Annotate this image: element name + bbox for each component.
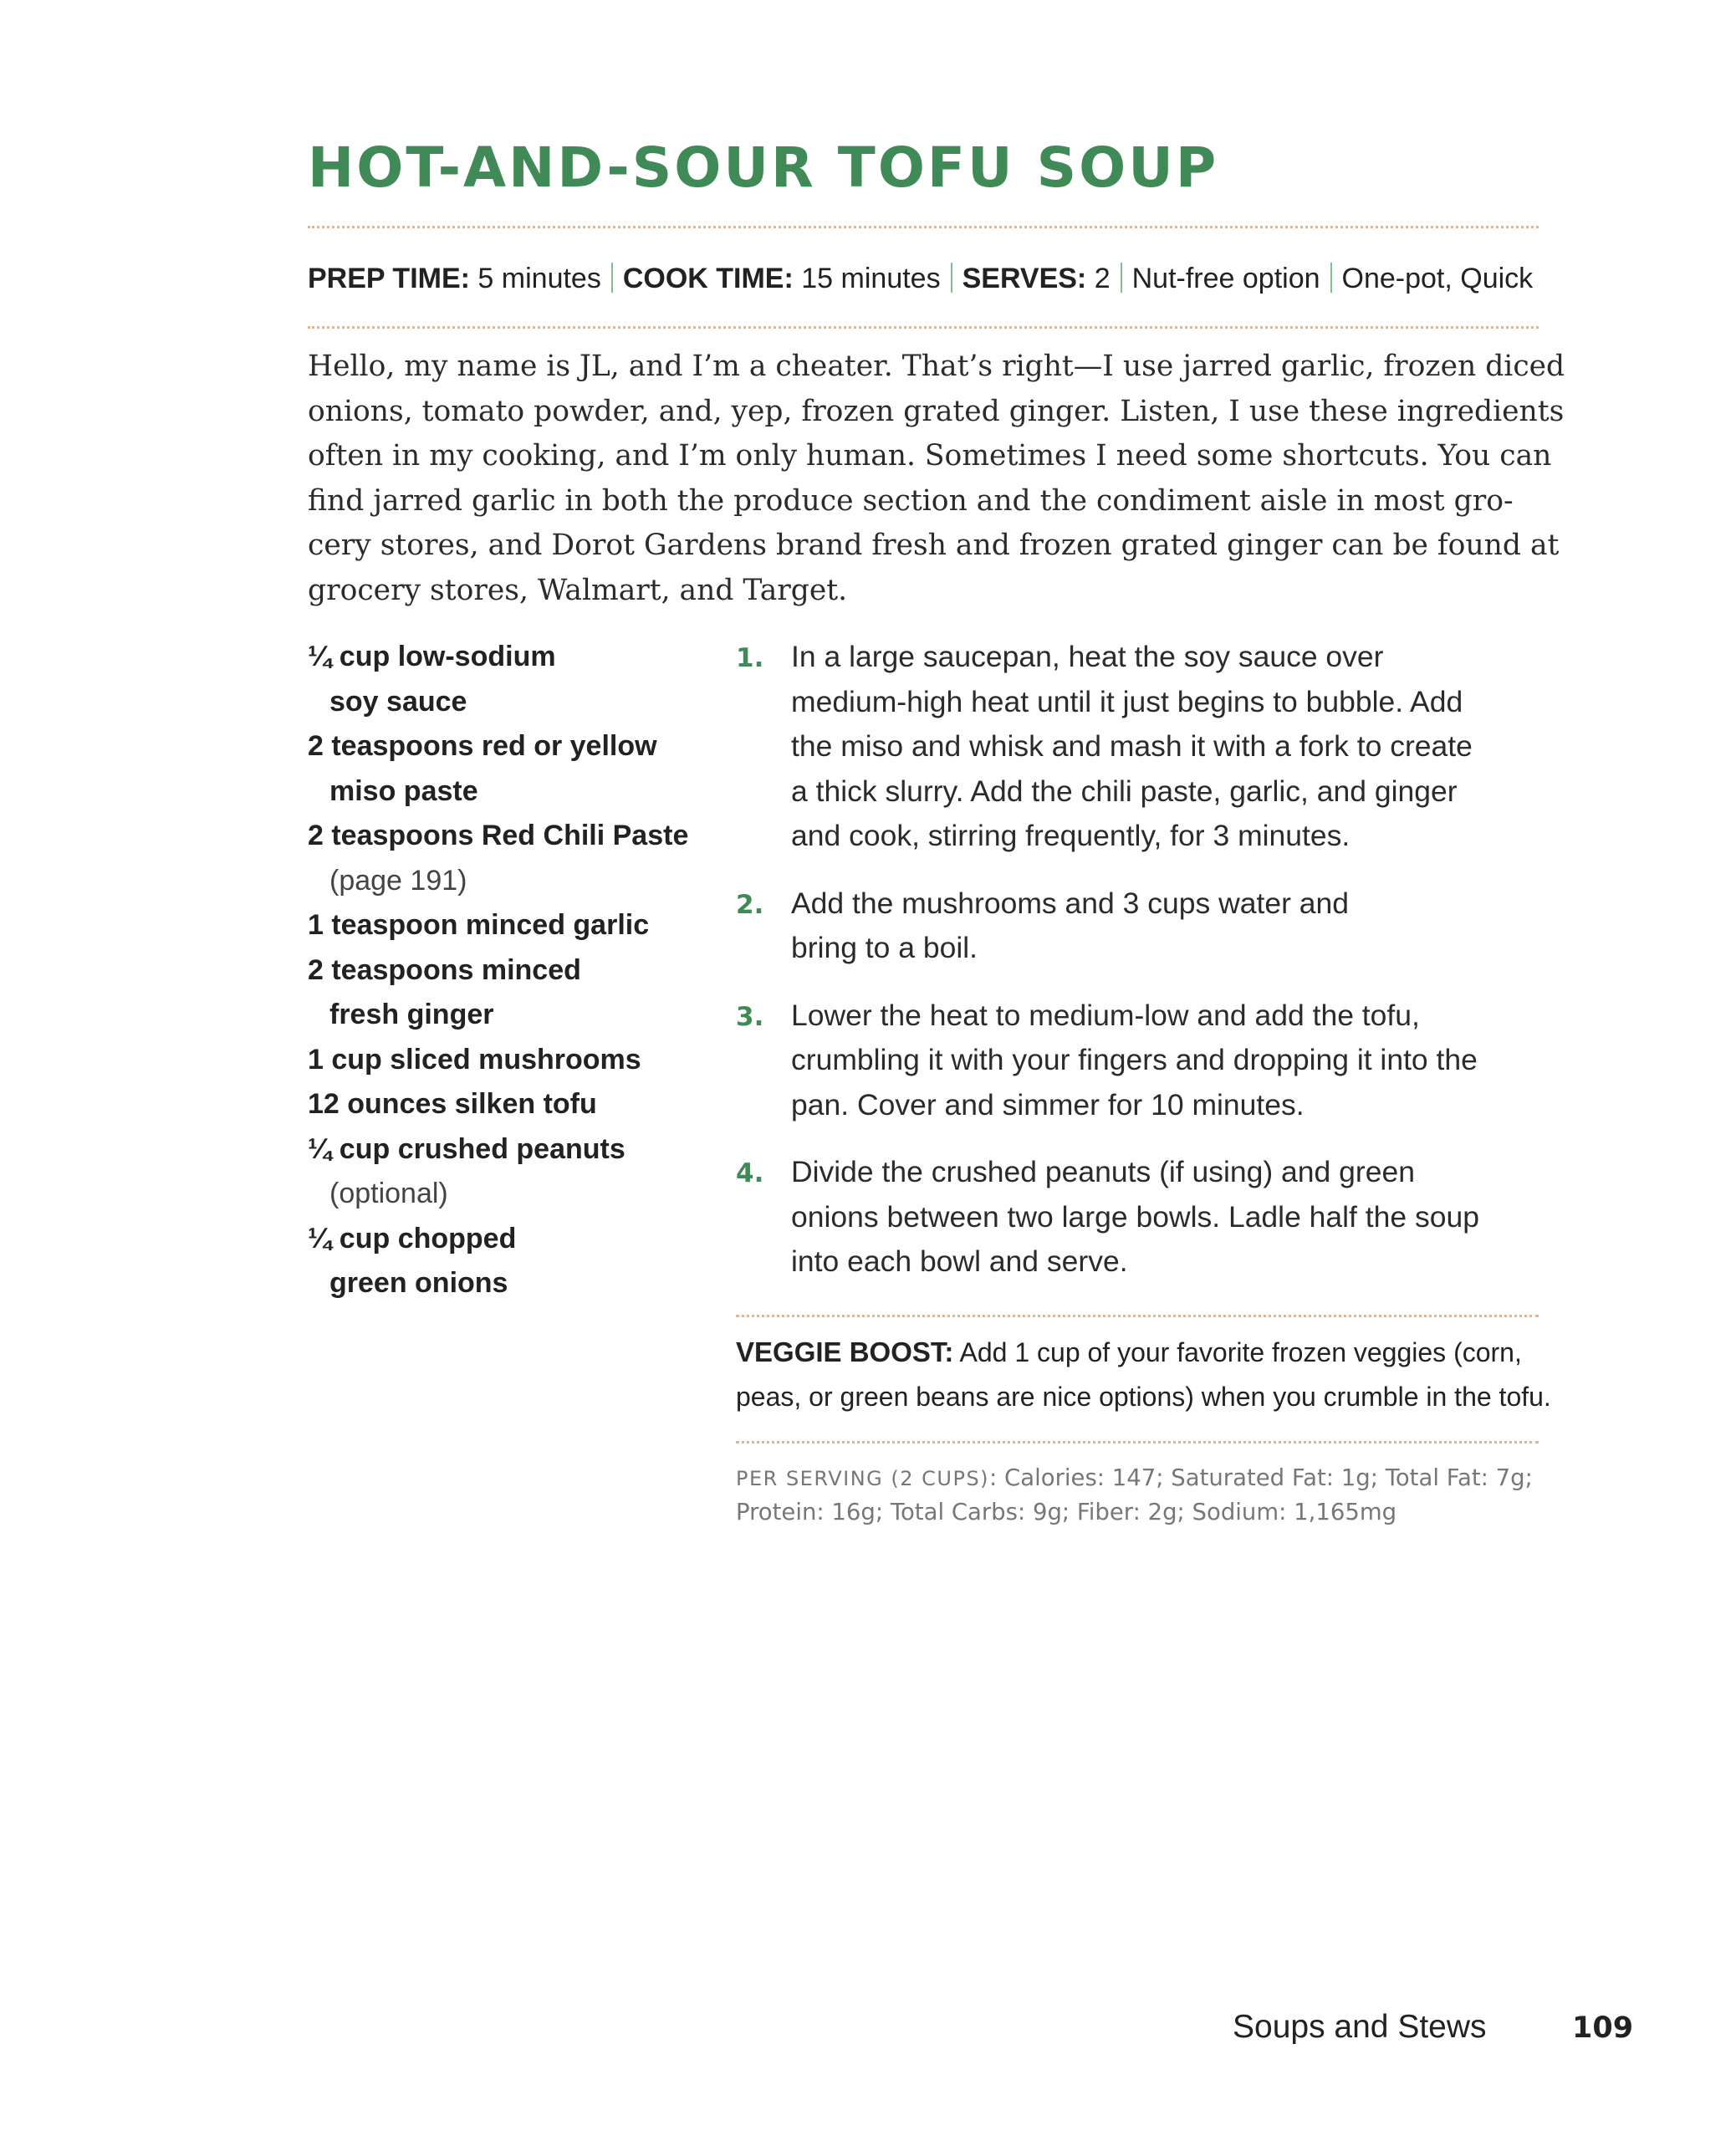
prep-time-value: 5 minutes bbox=[477, 263, 601, 294]
meta-separator bbox=[1121, 263, 1122, 293]
cook-time-label: COOK TIME: bbox=[622, 263, 794, 294]
step-item: 4. Divide the crushed peanuts (if using) and green onions between two large bowls. Ladle half the soup into each bowl and serve. bbox=[736, 1150, 1539, 1285]
veggie-boost: VEGGIE BOOST: Add 1 cup of your favorite frozen veggies (corn, peas, or green beans are nice options) when you crumble in the tofu. bbox=[736, 1336, 1551, 1412]
prep-time-label: PREP TIME: bbox=[308, 263, 470, 294]
step-number: 2. bbox=[736, 889, 764, 920]
divider-top bbox=[308, 226, 1539, 228]
step-item: 1. In a large saucepan, heat the soy sauce over medium-high heat until it just begins to bubble. Add the miso and whisk and mash it with a fork to create a thick slurry. Add the chili paste, garlic, and ginger and cook, stirring frequently, for 3 minutes. bbox=[736, 635, 1539, 859]
ingredient-item: 2 teaspoons red or yellow miso paste bbox=[308, 730, 657, 807]
recipe-title: HOT-AND-SOUR TOFU SOUP bbox=[308, 135, 1219, 200]
intro-line: find jarred garlic in both the produce section and the condiment aisle in most gro- bbox=[308, 483, 1514, 518]
ingredient-item: ¼ cup crushed peanuts (optional) bbox=[308, 1132, 625, 1209]
meta-separator bbox=[611, 263, 613, 293]
ingredient-item: 2 teaspoons minced fresh ginger bbox=[308, 953, 581, 1030]
step-item: 2. Add the mushrooms and 3 cups water and bring to a boil. bbox=[736, 881, 1539, 971]
ingredient-item: 1 teaspoon minced garlic bbox=[308, 909, 650, 941]
nutrition-info: PER SERVING (2 CUPS): Calories: 147; Saturated Fat: 1g; Total Fat: 7g; Protein: 16g; Total Carbs: 9g; Fiber: 2g; Sodium: 1,165mg bbox=[736, 1464, 1533, 1525]
divider-meta bbox=[308, 326, 1539, 329]
intro-line: often in my cooking, and I’m only human. Sometimes I need some shortcuts. You can bbox=[308, 439, 1552, 473]
step-item: 3. Lower the heat to medium-low and add the tofu, crumbling it with your fingers and dropping it into the pan. Cover and simmer for 10 minutes. bbox=[736, 994, 1539, 1128]
tag-nut-free: Nut-free option bbox=[1131, 263, 1320, 294]
cook-time-value: 15 minutes bbox=[801, 263, 941, 294]
serves-value: 2 bbox=[1094, 263, 1111, 294]
intro-line: grocery stores, Walmart, and Target. bbox=[308, 573, 848, 607]
meta-separator bbox=[951, 263, 952, 293]
intro-line: Hello, my name is JL, and I’m a cheater. That’s right—I use jarred garlic, frozen diced bbox=[308, 350, 1565, 383]
step-number: 3. bbox=[736, 1001, 764, 1032]
ingredient-item: 12 ounces silken tofu bbox=[308, 1088, 597, 1120]
divider-boost-bottom bbox=[736, 1441, 1539, 1444]
recipe-meta bbox=[308, 259, 1533, 298]
tag-one-pot-quick: One-pot, Quick bbox=[1341, 263, 1534, 294]
footer-section-title: Soups and Stews bbox=[1233, 2009, 1487, 2045]
veggie-boost-label: VEGGIE BOOST: bbox=[736, 1336, 954, 1367]
ingredient-item: ¼ cup low-sodium soy sauce bbox=[308, 641, 556, 718]
step-number: 1. bbox=[736, 643, 764, 673]
page-number: 109 bbox=[1572, 2011, 1634, 2045]
serves-label: SERVES: bbox=[962, 263, 1087, 294]
step-list bbox=[736, 635, 1539, 1307]
step-number: 4. bbox=[736, 1158, 764, 1188]
ingredient-item: 1 cup sliced mushrooms bbox=[308, 1043, 641, 1076]
ingredient-list bbox=[308, 635, 709, 1306]
intro-line: onions, tomato powder, and, yep, frozen grated ginger. Listen, I use these ingredients bbox=[308, 394, 1565, 428]
nutrition-label: PER SERVING (2 CUPS) bbox=[736, 1467, 990, 1490]
ingredient-item: ¼ cup chopped green onions bbox=[308, 1222, 517, 1299]
ingredient-item: 2 teaspoons Red Chili Paste (page 191) bbox=[308, 820, 689, 897]
divider-boost-top bbox=[736, 1315, 1539, 1317]
meta-separator bbox=[1330, 263, 1332, 293]
recipe-intro bbox=[308, 345, 1565, 613]
intro-line: cery stores, and Dorot Gardens brand fresh and frozen grated ginger can be found at bbox=[308, 529, 1560, 562]
